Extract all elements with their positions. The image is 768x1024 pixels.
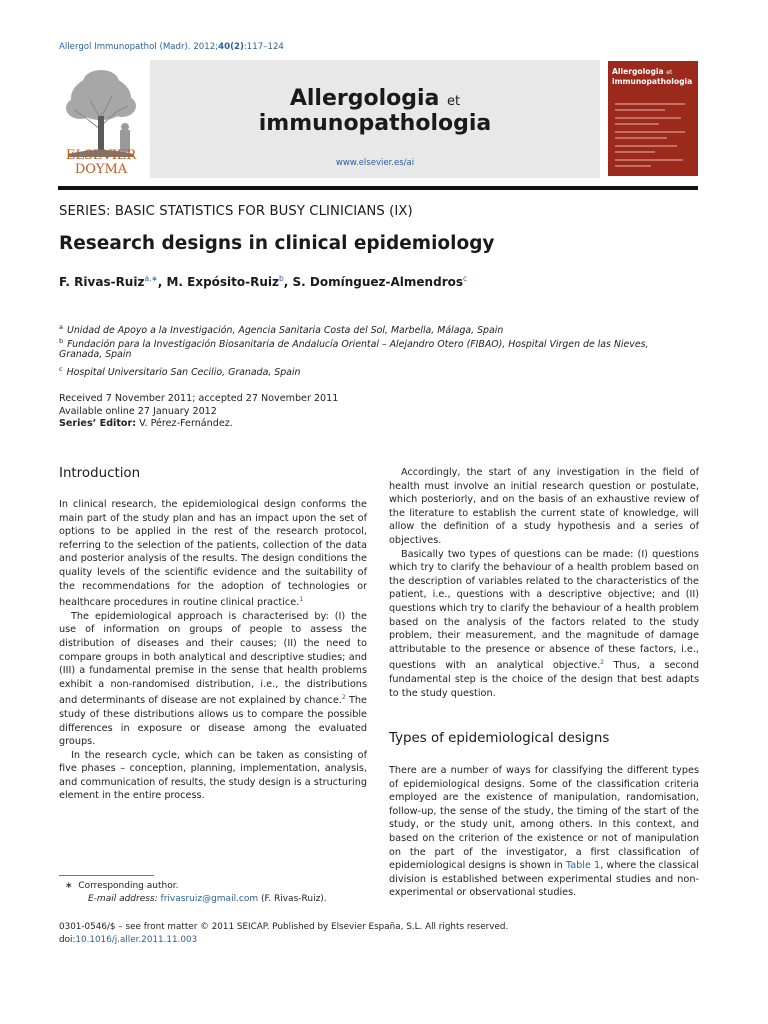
table-reference-link[interactable]: Table 1 — [565, 860, 601, 872]
email-link[interactable]: frivasruiz@gmail.com — [160, 894, 259, 904]
author-affiliation-link[interactable]: c — [463, 274, 468, 283]
series-label: SERIES: BASIC STATISTICS FOR BUSY CLINICIANS (IX) — [59, 204, 413, 219]
author-name: S. Domínguez-Almendros — [292, 275, 463, 289]
author-name: F. Rivas-Ruiz — [59, 275, 145, 289]
citation-link[interactable]: 2 — [600, 659, 605, 667]
article-title: Research designs in clinical epidemiology — [59, 233, 495, 254]
journal-url-link[interactable]: www.elsevier.es/ai — [335, 158, 415, 168]
journal-ref-pages: :117–124 — [243, 42, 284, 52]
right-column-top — [389, 466, 699, 700]
email-note: E-mail address: frivasruiz@gmail.com (F. Rivas-Ruiz). — [88, 894, 327, 904]
doi-line: doi:10.1016/j.aller.2011.11.003 — [59, 935, 198, 945]
affiliation: $^a$ Unidad de Apoyo a la Investigación, Agencia Sanitaria Costa del Sol, Marbella, Málaga, Spain — [59, 323, 504, 336]
paragraph: There are a number of ways for classifying the different types of epidemiological designs. Some of the classification criteria employed are the existence of manipulation, randomisation, follow-up, the sense of the study, the timing of the start of the study, or the study unit, among others. In this context, and based on the criterion of the existence or not of manipulation on the part of the investigator, a first classification of epidemiological designs is shown in Table 1, where the classical division is established between experimental studies and non-experimental or observational studies. — [389, 765, 699, 899]
journal-title-line2: immunopathologia — [258, 111, 492, 136]
section-heading-introduction: Introduction — [59, 466, 141, 481]
journal-title-line1: Allergologia et — [289, 86, 461, 111]
citation-link[interactable]: 1 — [299, 596, 304, 604]
doyma-wordmark: DOYMA — [74, 162, 128, 177]
paragraph: The epidemiological approach is characterised by: (I) the use of information on groups of people to assess the distribution of diseases and their causes; (II) the need to compare groups in both analytical and descriptive studies; and (III) a fundamental premise in the sense that health problems exhibit a non-randomised distribution, i.e., the distributions and determinants of disease are not explained by chance.$^2$ The study of these distributions allows us to compare the possible differences in exposure or disease among the evaluated groups. — [59, 610, 367, 748]
left-column — [59, 498, 367, 803]
cover-title: Allergologia et immunopathologia — [612, 67, 693, 86]
affiliation: Granada, Spain — [59, 349, 132, 360]
footnote-rule — [59, 875, 154, 876]
author-affiliation-link[interactable]: b — [279, 274, 284, 283]
doi-link[interactable]: 10.1016/j.aller.2011.11.003 — [75, 935, 198, 945]
journal-ref-volume: 40(2) — [218, 42, 244, 52]
header-rule — [58, 186, 698, 190]
elsevier-wordmark: ELSEVIER — [65, 148, 137, 163]
journal-reference[interactable] — [59, 42, 284, 52]
elsevier-logo — [58, 60, 144, 178]
paragraph: In the research cycle, which can be taken as consisting of five phases – conception, planning, implementation, analysis, and communication of results, the study design is a structuring element in the entire process. — [59, 749, 367, 802]
citation-link[interactable]: 2 — [341, 694, 346, 702]
right-column-bottom — [389, 764, 699, 900]
paragraph: Basically two types of questions can be made: (I) questions which try to clarify the behaviour of a health problem based on the description of variables related to the characteristics of the patient, i.e., questions with a descriptive objective; and (II) questions which try to clarify the behaviour of a health problem based on the analysis of the factors related to the study problem, their measurement, and the magnitude of damage attributable to the presence or absence of these factors, i.e., questions with an analytical objective.$^2$ Thus, a second fundamental step is the choice of the design that best adapts to the study question. — [389, 548, 699, 699]
corresponding-author-note: ∗ Corresponding author. — [65, 881, 179, 891]
author-name: M. Expósito-Ruiz — [166, 275, 280, 289]
author-list: F. Rivas-Ruiz$^{a,∗}$, M. Expósito-Ruiz$^b$, S. Domínguez-Almendros$^c$ — [59, 274, 468, 289]
affiliation: $^b$ Fundación para la Investigación Biosanitaria de Andalucía Oriental – Alejandro Otero (FIBAO), Hospital Virgen de las Nieves, — [59, 337, 649, 350]
section-heading-types: Types of epidemiological designs — [389, 731, 610, 746]
paragraph: Accordingly, the start of any investigation in the field of health must involve an initial research question or postulate, which posteriorly, and on the basis of an exhaustive review of the literature to establish the current state of knowledge, will allow the definition of a study hypothesis and a series of objectives. — [389, 467, 699, 546]
cover-text-lines-icon — [615, 100, 691, 170]
author-affiliation-link[interactable]: a,∗ — [144, 274, 158, 283]
paragraph: In clinical research, the epidemiological design conforms the main part of the study plan and has an impact upon the set of options to be applied in the rest of the research protocol, referring to the selection of the patients, collection of the data and posterior analysis of the results. The design conditions the quality levels of the scientific evidence and the suitability of the recommendations for the adoption of technologies or healthcare procedures in routine clinical practice.$^1$ — [59, 499, 367, 609]
journal-ref-text: Allergol Immunopathol (Madr). 2012; — [59, 42, 219, 52]
article-dates: Received 7 November 2011; accepted 27 November 2011 Available online 27 January 2012 Series’ Editor: V. Pérez-Fernández. — [59, 393, 339, 429]
affiliation: $^c$ Hospital Universitario San Cecilio, Granada, Spain — [59, 365, 301, 378]
copyright-line: 0301-0546/$ – see front matter © 2011 SEICAP. Published by Elsevier España, S.L. All rights reserved. — [59, 922, 509, 932]
